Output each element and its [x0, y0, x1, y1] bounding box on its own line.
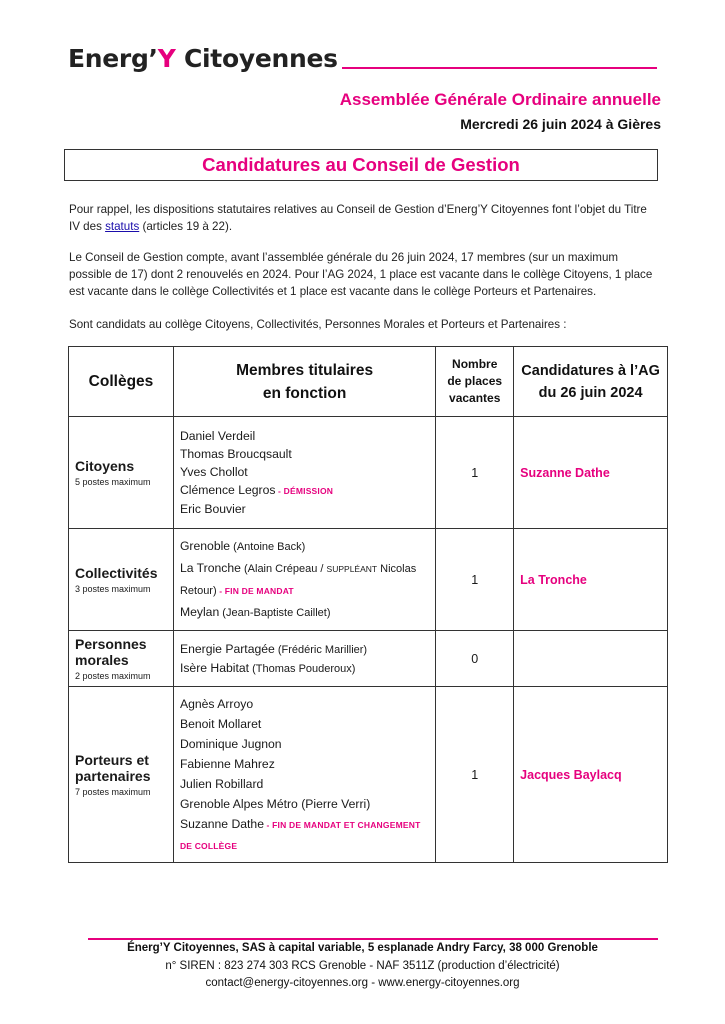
intro-p1-before: Pour rappel, les dispositions statutaires relatives au Conseil de Gestion d’Energ’Y Citoyennes font l’objet du Titre IV des [69, 203, 647, 233]
intro-paragraph-2: Le Conseil de Gestion compte, avant l’assemblée générale du 26 juin 2024, 17 membres (sur un maximum possible de 17) dont 2 renouvelés en 2024. Pour l’AG 2024, 1 place est vacante dans le collège Citoyens, 1 place est vacante dans le collège Collectivités et 1 place est vacante dans le collège Porteurs et Partenaires. [69, 251, 653, 298]
places-citoyens: 1 [436, 417, 514, 529]
member-name: Suzanne Dathe [179, 816, 264, 831]
member-name: Energie Partagée [179, 641, 275, 656]
header-cand-line2: du 26 juin 2024 [538, 384, 643, 401]
member-note: (Frédéric Marillier) [274, 643, 368, 656]
member [180, 814, 429, 856]
candidatures-table [68, 346, 668, 863]
college-max: 5 postes maximum [75, 477, 151, 487]
status-tag: - DÉMISSION [275, 486, 334, 496]
status-tag: - FIN DE MANDAT [216, 585, 294, 596]
logo-text-rest: Citoyennes [175, 44, 338, 73]
candidature-personnes-morales [514, 631, 668, 687]
footer-line-2: n° SIREN : 823 274 303 RCS Grenoble - NAF 3511Z (production d’électricité) [165, 960, 560, 972]
member: Julien Robillard [179, 776, 264, 791]
member-name: Meylan [179, 604, 220, 619]
intro-paragraph-1 [69, 201, 659, 235]
college-collectivites [69, 529, 174, 631]
logo-text-main: Energ’ [68, 44, 158, 73]
college-max: 3 postes maximum [75, 584, 151, 594]
status-tag: - FIN DE MANDAT ET CHANGEMENT DE COLLÈGE [179, 819, 421, 851]
intro-p1-after: (articles 19 à 22). [139, 220, 233, 233]
ag-title: Assemblée Générale Ordinaire annuelle [339, 90, 661, 109]
places-porteurs: 1 [436, 687, 514, 863]
member: Daniel Verdeil [179, 429, 256, 443]
logo [68, 44, 338, 73]
ag-date: Mercredi 26 juin 2024 à Gières [460, 116, 661, 132]
members-citoyens [173, 417, 435, 529]
members-collectivites [173, 529, 435, 631]
header-candidatures [514, 347, 668, 417]
header-nombre-line3: vacantes [449, 391, 501, 405]
footer-line-1: Énerg’Y Citoyennes, SAS à capital variable, 5 esplanade Andry Farcy, 38 000 Grenoble [127, 942, 598, 954]
member: Dominique Jugnon [179, 736, 282, 751]
member: Fabienne Mahrez [179, 756, 275, 771]
header-membres-line1: Membres titulaires [236, 361, 374, 379]
member-note: (Antoine Back) [230, 540, 306, 553]
candidature-collectivites: La Tronche [514, 529, 668, 631]
header-cand-line1: Candidatures à l’AG [521, 362, 660, 379]
header-membres-line2: en fonction [262, 384, 347, 402]
table-row-personnes-morales [69, 631, 668, 687]
college-max: 7 postes maximum [75, 787, 151, 797]
member [180, 640, 429, 659]
table-row-citoyens [69, 417, 668, 529]
places-personnes-morales: 0 [436, 631, 514, 687]
member-role: SUPPLÉANT [326, 563, 378, 574]
header-nombre [436, 347, 514, 417]
member-name: Isère Habitat [179, 660, 250, 675]
college-name-line2: partenaires [75, 768, 151, 784]
college-name-line1: Porteurs et [75, 752, 149, 768]
member: Benoit Mollaret [179, 716, 262, 731]
intro-paragraph-3: Sont candidats au collège Citoyens, Collectivités, Personnes Morales et Porteurs et Partenaires : [69, 318, 567, 331]
header-membres [173, 347, 435, 417]
places-collectivites: 1 [436, 529, 514, 631]
logo-text-y: Y [157, 44, 176, 73]
section-title: Candidatures au Conseil de Gestion [64, 149, 658, 181]
member-name: Grenoble [179, 538, 231, 553]
member-note: Nicolas Retour) [179, 562, 417, 597]
members-personnes-morales [173, 631, 435, 687]
college-citoyens [69, 417, 174, 529]
college-name: Collectivités [75, 565, 158, 581]
college-personnes-morales [69, 631, 174, 687]
member [180, 659, 429, 678]
candidature-porteurs: Jacques Baylacq [514, 687, 668, 863]
table-row-porteurs [69, 687, 668, 863]
header-divider [342, 67, 657, 69]
table-row-collectivites [69, 529, 668, 631]
member-name: La Tronche [179, 560, 241, 575]
header-colleges: Collèges [69, 347, 174, 417]
member: Thomas Broucqsault [179, 447, 292, 461]
candidature-citoyens: Suzanne Dathe [514, 417, 668, 529]
footer-line-3: contact@energy-citoyennes.org - www.energy-citoyennes.org [205, 977, 520, 989]
college-max: 2 postes maximum [75, 671, 151, 681]
member [180, 481, 429, 500]
footer-divider [88, 938, 658, 940]
member: Agnès Arroyo [179, 696, 254, 711]
member: Yves Chollot [179, 465, 248, 479]
member [180, 558, 429, 602]
member-name: Clémence Legros [179, 483, 276, 497]
header-nombre-line1: Nombre [452, 357, 498, 371]
member-note: (Alain Crépeau / [240, 562, 327, 575]
member: Eric Bouvier [179, 502, 246, 516]
college-porteurs [69, 687, 174, 863]
member-note: (Thomas Pouderoux) [249, 662, 356, 675]
header-nombre-line2: de places [447, 374, 503, 388]
statuts-link[interactable]: statuts [105, 220, 140, 233]
members-porteurs [173, 687, 435, 863]
college-name-line2: morales [75, 652, 129, 668]
member [180, 536, 429, 558]
college-name-line1: Personnes [75, 636, 147, 652]
table-header-row [69, 347, 668, 417]
member: Grenoble Alpes Métro (Pierre Verri) [179, 796, 371, 811]
member [180, 602, 429, 624]
member-note: (Jean-Baptiste Caillet) [219, 606, 331, 619]
college-name: Citoyens [75, 458, 135, 474]
